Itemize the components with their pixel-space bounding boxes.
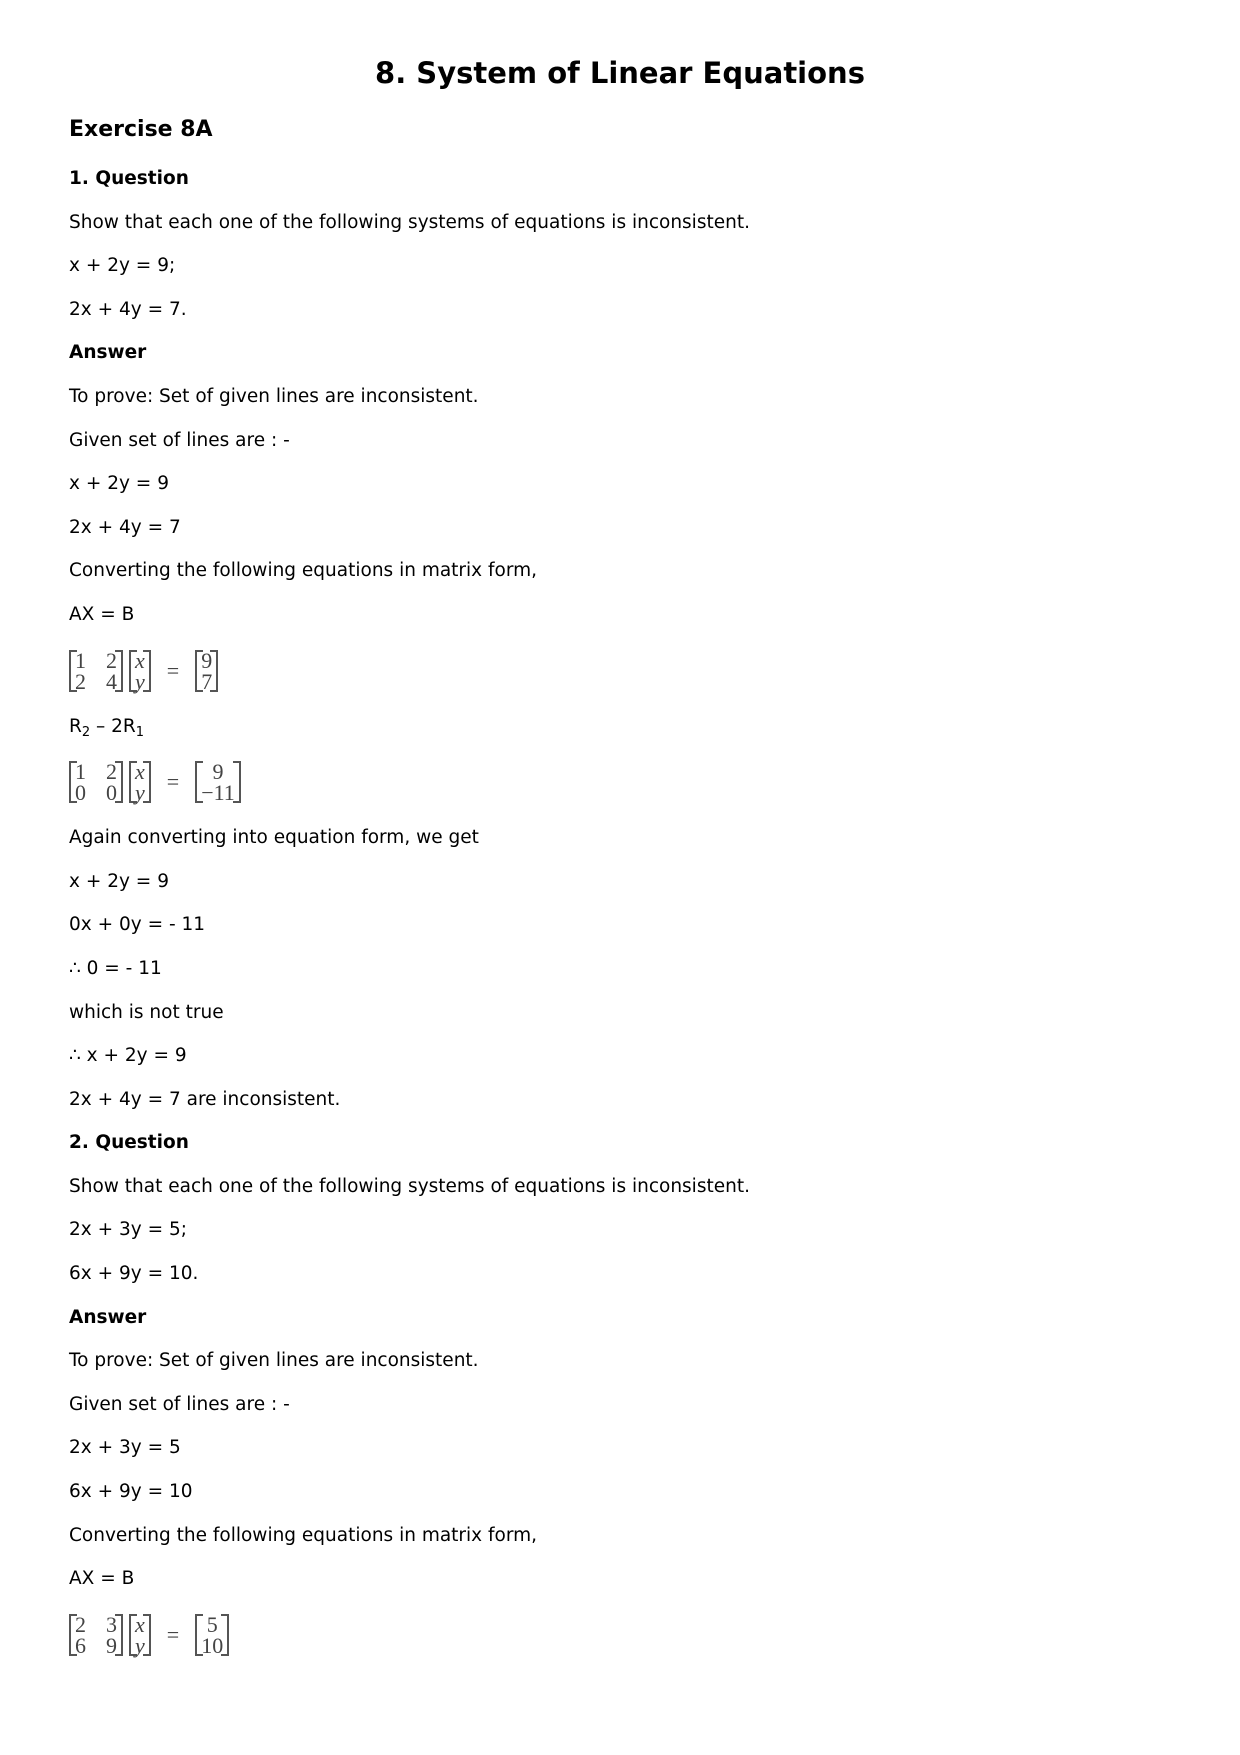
paragraph: which is not true [69, 1001, 224, 1023]
question-text: Show that each one of the following systems of equations is inconsistent. [69, 211, 750, 233]
equation: ∴ x + 2y = 9 [69, 1045, 187, 1067]
exercise-heading: Exercise 8A [69, 117, 213, 142]
equation: 2x + 3y = 5; [69, 1219, 187, 1241]
matrix-cell: 2 [75, 1611, 86, 1637]
matrix-cell: −11 [201, 780, 235, 806]
matrix-cell: 10 [201, 1632, 224, 1658]
document-body [69, 157, 1169, 1669]
matrix-cell: 6 [75, 1632, 86, 1658]
paragraph: To prove: Set of given lines are inconsistent. [69, 1350, 479, 1372]
matrix-cell: 3 [106, 1611, 117, 1637]
paragraph: Converting the following equations in matrix form, [69, 560, 538, 582]
matrix-cell: 2 [106, 647, 117, 673]
equation: x + 2y = 9 [69, 473, 169, 495]
equation: x + 2y = 9; [69, 255, 176, 277]
matrix-x [129, 647, 151, 694]
page-title: 8. System of Linear Equations [375, 56, 865, 90]
matrix-cell: 4 [106, 668, 117, 694]
matrix-equation [69, 1601, 1169, 1669]
equals-sign: = [166, 657, 180, 683]
matrix-cell: x [135, 759, 145, 785]
equals-sign: = [166, 769, 180, 795]
row-operation [69, 705, 1169, 749]
matrix-b [195, 647, 218, 694]
matrix-b [195, 1611, 229, 1658]
question-text: Show that each one of the following systems of equations is inconsistent. [69, 1175, 750, 1197]
matrix-cell: 9 [212, 759, 224, 785]
matrix-a [69, 759, 123, 806]
subscript: 1 [135, 724, 145, 740]
matrix-cell: 2 [106, 759, 117, 785]
equation: AX = B [69, 1568, 135, 1590]
matrix-cell: 0 [75, 780, 86, 806]
paragraph: 2x + 4y = 7 are inconsistent. [69, 1088, 341, 1110]
matrix-cell: 7 [201, 668, 213, 694]
matrix-cell: x [135, 1611, 145, 1637]
equation: AX = B [69, 603, 135, 625]
matrix-equation [69, 637, 1169, 705]
equation: 0x + 0y = - 11 [69, 914, 206, 936]
matrix-cell: 1 [75, 759, 86, 785]
equation: 2x + 3y = 5 [69, 1437, 181, 1459]
matrix-x [129, 1611, 151, 1658]
matrix-equation [69, 748, 1169, 816]
paragraph: Given set of lines are : - [69, 429, 290, 451]
equation: x + 2y = 9 [69, 870, 169, 892]
matrix-cell: y [135, 780, 145, 806]
paragraph: Given set of lines are : - [69, 1393, 290, 1415]
matrix-cell: 5 [206, 1611, 218, 1637]
question-heading: 1. Question [69, 168, 189, 189]
matrix-cell: 9 [201, 647, 213, 673]
answer-heading: Answer [69, 1306, 147, 1328]
paragraph: Again converting into equation form, we get [69, 827, 479, 849]
row-symbol: R [69, 715, 82, 737]
equation: 6x + 9y = 10. [69, 1263, 199, 1285]
matrix-cell: x [135, 647, 145, 673]
row-operation-text: – 2R [90, 715, 136, 737]
matrix-cell: 0 [106, 780, 117, 806]
matrix-b [195, 759, 241, 806]
equation: ∴ 0 = - 11 [69, 957, 162, 979]
matrix-cell: y [135, 1632, 145, 1658]
matrix-x [129, 759, 151, 806]
question-heading: 2. Question [69, 1132, 189, 1154]
matrix-a [69, 1611, 123, 1658]
paragraph: Converting the following equations in matrix form, [69, 1524, 538, 1546]
matrix-cell: 2 [75, 668, 86, 694]
equals-sign: = [166, 1621, 180, 1647]
equation: 2x + 4y = 7. [69, 298, 187, 320]
answer-heading: Answer [69, 342, 147, 364]
equation: 6x + 9y = 10 [69, 1481, 193, 1503]
matrix-cell: 1 [75, 647, 86, 673]
paragraph: To prove: Set of given lines are inconsistent. [69, 385, 479, 407]
matrix-cell: 9 [106, 1632, 117, 1658]
equation: 2x + 4y = 7 [69, 516, 181, 538]
matrix-cell: y [135, 668, 145, 694]
subscript: 2 [81, 724, 91, 740]
matrix-a [69, 647, 123, 694]
